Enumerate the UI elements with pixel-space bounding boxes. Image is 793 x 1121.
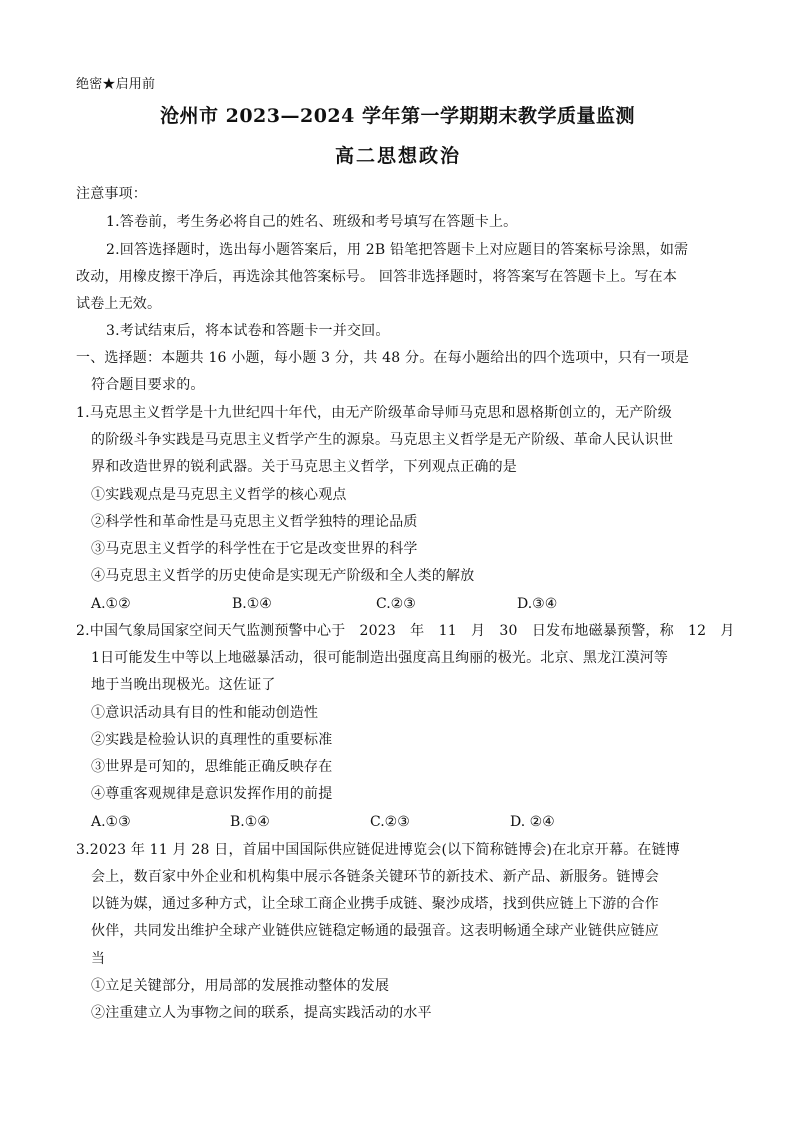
page-title: 沧州市 2023—2024 学年第一学期期末教学质量监测 [160,105,635,127]
q1-option-c: C.②③ [376,596,416,612]
q2-option-a: A.①③ [91,814,131,830]
confidential-label: 绝密★启用前 [76,77,156,92]
note-item-2-line-3: 试卷上无效。 [76,296,162,312]
note-item-2-line-2: 改动，用橡皮擦干净后，再选涂其他答案标号。 回答非选择题时，将答案写在答题卡上。写在本 [76,269,678,285]
q3-stem-line-2: 会上，数百家中外企业和机构集中展示各链条关键环节的新技术、新产品、新服务。链博会 [91,869,659,885]
notes-heading: 注意事项： [76,186,147,202]
q2-stem-line-3: 地于当晚出现极光。这佐证了 [91,677,276,693]
q3-stem-line-3: 以链为媒，通过多种方式，让全球工商企业携手成链、聚沙成塔，找到供应链上下游的合作 [91,896,659,912]
q1-statement-4: ④马克思主义哲学的历史使命是实现无产阶级和全人类的解放 [91,568,475,584]
q2-option-d: D. ②④ [510,814,555,830]
q1-stem-line-2: 的阶级斗争实践是马克思主义哲学产生的源泉。马克思主义哲学是无产阶级、革命人民认识世 [91,432,674,448]
q1-option-d: D.③④ [517,596,558,612]
q2-option-b: B.①④ [230,814,270,830]
q2-option-c: C.②③ [370,814,410,830]
q1-stem-line-1: 1.马克思主义哲学是十九世纪四十年代，由无产阶级革命导师马克思和恩格斯创立的，无产阶级 [76,405,672,421]
q3-statement-2: ②注重建立人为事物之间的联系，提高实践活动的水平 [91,1005,432,1021]
q2-statement-3: ③世界是可知的，思维能正确反映存在 [91,759,333,775]
q2-statement-1: ①意识活动具有目的性和能动创造性 [91,705,319,721]
q1-statement-1: ①实践观点是马克思主义哲学的核心观点 [91,487,347,503]
q3-statement-1: ①立足关键部分，用局部的发展推动整体的发展 [91,978,390,994]
q2-stem-line-1: 2.中国气象局国家空间天气监测预警中心于 2023 年 11 月 30 日发布地磁暴预警，称 12 月 [76,623,735,639]
q1-statement-3: ③马克思主义哲学的科学性在于它是改变世界的科学 [91,541,418,557]
q1-stem-line-3: 界和改造世界的锐利武器。关于马克思主义哲学，下列观点正确的是 [91,459,517,475]
page-subtitle: 高二思想政治 [335,145,462,167]
q1-statement-2: ②科学性和革命性是马克思主义哲学独特的理论品质 [91,514,418,530]
note-item-1: 1.答卷前，考生务必将自己的姓名、班级和考号填写在答题卡上。 [106,214,518,230]
note-item-3: 3.考试结束后，将本试卷和答题卡一并交回。 [106,323,390,339]
q3-stem-line-5: 当 [91,951,106,967]
q2-statement-2: ②实践是检验认识的真理性的重要标准 [91,732,333,748]
section-heading-line-1: 一、选择题：本题共 16 小题，每小题 3 分，共 48 分。在每小题给出的四个选项中，只有一项是 [76,350,690,366]
q2-statement-4: ④尊重客观规律是意识发挥作用的前提 [91,786,333,802]
q2-stem-line-2: 1日可能发生中等以上地磁暴活动，很可能制造出强度高且绚丽的极光。北京、黑龙江漠河等 [91,650,669,666]
note-item-2-line-1: 2.回答选择题时，选出每小题答案后，用 2B 铅笔把答题卡上对应题目的答案标号涂黑，如需 [106,242,689,258]
q1-option-b: B.①④ [232,596,272,612]
q3-stem-line-1: 3.2023 年 11 月 28 日，首届中国国际供应链促进博览会(以下简称链博会)在北京开幕。在链博 [76,842,680,858]
q3-stem-line-4: 伙伴，共同发出维护全球产业链供应链稳定畅通的最强音。这表明畅通全球产业链供应链应 [91,923,659,939]
q1-option-a: A.①② [91,596,131,612]
section-heading-line-2: 符合题目要求的。 [91,377,205,393]
